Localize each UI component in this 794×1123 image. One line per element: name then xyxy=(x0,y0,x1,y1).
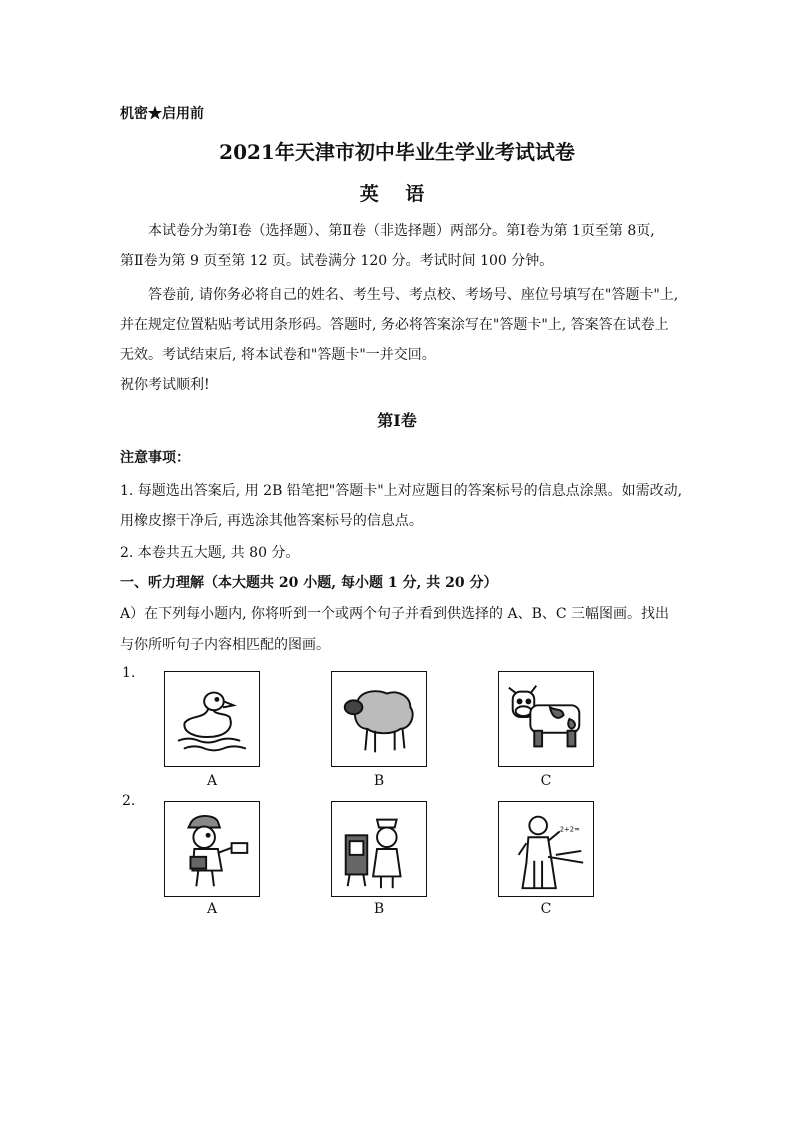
subject-title: 英 语 xyxy=(359,183,435,205)
option-label: C xyxy=(540,901,552,917)
picture-option[interactable] xyxy=(331,801,427,897)
postman-icon xyxy=(165,802,259,896)
teacher-icon xyxy=(499,802,593,896)
option-label: B xyxy=(373,773,385,789)
notes-item-2: 2. 本卷共五大题, 共 80 分。 xyxy=(120,545,300,561)
intro-line-6: 祝你考试顺利! xyxy=(120,377,210,393)
confidential-mark: 机密★启用前 xyxy=(120,106,204,122)
cow-icon xyxy=(499,672,593,766)
exam-title: 2021年天津市初中毕业生学业考试试卷 xyxy=(219,140,575,164)
question-number: 1. xyxy=(122,665,136,681)
duck-icon xyxy=(165,672,259,766)
intro-line-2: 第Ⅱ卷为第 9 页至第 12 页。试卷满分 120 分。考试时间 100 分钟。 xyxy=(120,253,554,269)
question-number: 2. xyxy=(122,793,136,809)
notes-heading: 注意事项： xyxy=(120,450,190,466)
nurse-icon xyxy=(332,802,426,896)
svg-text:2+2=: 2+2= xyxy=(559,825,580,834)
intro-line-5: 无效。考试结束后, 将本试卷和"答题卡"一并交回。 xyxy=(120,347,436,363)
part1-instructions-line-2: 与你所听句子内容相匹配的图画。 xyxy=(120,637,330,653)
notes-item-1-line-2: 用橡皮擦干净后, 再选涂其他答案标号的信息点。 xyxy=(120,513,423,529)
intro-line-3: 答卷前, 请你务必将自己的姓名、考生号、考点校、考场号、座位号填写在"答题卡"上, xyxy=(148,287,679,303)
intro-line-4: 并在规定位置粘贴考试用条形码。答题时, 务必将答案涂写在"答题卡"上, 答案答在试卷上 xyxy=(120,317,669,333)
picture-option[interactable] xyxy=(331,671,427,767)
picture-option[interactable] xyxy=(498,801,594,897)
intro-line-1: 本试卷分为第Ⅰ卷（选择题）、第Ⅱ卷（非选择题）两部分。第Ⅰ卷为第 1页至第 8页, xyxy=(148,223,655,239)
notes-item-1-line-1: 1. 每题选出答案后, 用 2B 铅笔把"答题卡"上对应题目的答案标号的信息点涂黑。如需改动, xyxy=(120,483,683,499)
part1-instructions-line-1: A）在下列每小题内, 你将听到一个或两个句子并看到供选择的 A、B、C 三幅图画。找出 xyxy=(120,606,670,622)
option-label: B xyxy=(373,901,385,917)
part1-heading: 一、听力理解（本大题共 20 小题, 每小题 1 分, 共 20 分） xyxy=(120,575,498,591)
option-label: A xyxy=(206,773,218,789)
option-label: C xyxy=(540,773,552,789)
option-label: A xyxy=(206,901,218,917)
sheep-icon xyxy=(332,672,426,766)
picture-option[interactable] xyxy=(164,671,260,767)
section-title: 第Ⅰ卷 xyxy=(377,411,417,430)
picture-option[interactable] xyxy=(164,801,260,897)
picture-option[interactable] xyxy=(498,671,594,767)
